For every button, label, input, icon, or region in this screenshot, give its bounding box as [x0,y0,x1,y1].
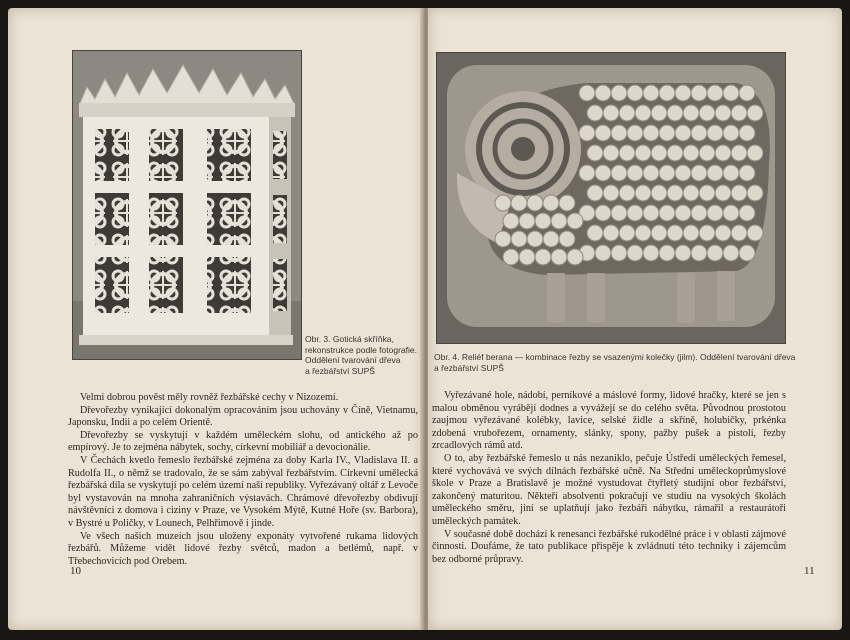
wool-disc [699,185,715,201]
figure-4-caption [434,352,814,373]
wool-disc [495,195,511,211]
figure-3-caption [305,334,423,376]
wool-disc [723,205,739,221]
wool-disc [595,85,611,101]
wool-disc [635,145,651,161]
wool-disc [707,205,723,221]
wool-disc [683,185,699,201]
caption-line: Oddělení tvarování dřeva [305,355,401,365]
wool-disc [619,145,635,161]
wool-disc [659,125,675,141]
wool-disc [699,105,715,121]
wool-disc [715,105,731,121]
wool-disc [595,245,611,261]
wool-disc [683,225,699,241]
wool-disc [675,245,691,261]
wool-disc [739,165,755,181]
wool-disc [603,105,619,121]
wool-disc [535,213,551,229]
wool-disc [675,85,691,101]
wool-disc [659,245,675,261]
wool-disc [659,165,675,181]
wool-disc [699,225,715,241]
wool-disc [723,165,739,181]
wool-disc [715,185,731,201]
wool-disc [611,165,627,181]
wool-disc [519,249,535,265]
wool-disc [643,85,659,101]
paragraph: O to, aby řezbářské řemeslo u nás nezaniklo, pečuje Ústředí uměleckých řemesel, které vychovává ve svých dílnách řezbářské učně. Na Střední uměleckoprůmyslové škole v Praze a Bratislavě je možné vystudovat čtyřletý studijní obor řezbářství, zakončený maturitou. Někteří absolventi pokračují ve studiu na vysokých školách uměleckého směru, jiní se uplatňují jako řezbáři nábytku, rámařil a restaurátoři uměleckých památek. [432,452,786,527]
ram-relief-photo [436,52,786,344]
wool-disc [747,225,763,241]
wool-disc [739,245,755,261]
wool-disc [651,105,667,121]
wool-disc [627,85,643,101]
wool-disc [603,185,619,201]
right-body-text [432,390,786,566]
wool-disc [739,125,755,141]
wool-disc [675,165,691,181]
wool-disc [643,245,659,261]
wool-disc [627,205,643,221]
wool-disc [643,165,659,181]
gothic-cabinet-illustration [73,51,301,359]
wool-disc [707,245,723,261]
wool-disc [543,231,559,247]
wool-disc [595,125,611,141]
paragraph: Vyřezávané hole, nádobí, perníkové a máslové formy, lidové hračky, které se jen s malou obměnou vyrábějí dodnes a vyvážejí se do celého světa. Původnou prostotou zaujmou vyřezávané kolébky, lavice, selské židle a skříně, holubičky, prkénka zdobená vrubořezem, ornamenty, slánky, spony, pažby pušek a pistolí, řezby zrcadlových rámů atd. [432,390,786,452]
wool-disc [559,231,575,247]
page-number-right: 11 [804,565,815,577]
wool-disc [691,245,707,261]
wool-disc [707,85,723,101]
wool-disc [723,125,739,141]
wool-disc [651,185,667,201]
wool-disc [567,249,583,265]
wool-disc [731,185,747,201]
wool-disc [579,165,595,181]
wool-disc [635,225,651,241]
wool-disc [691,85,707,101]
paragraph: Dřevořezby vynikající dokonalým opracováním jsou uchovány v Číně, Vietnamu, Japonsku, Indii a po celém Orientě. [68,404,418,429]
wool-disc [543,195,559,211]
wool-disc [739,205,755,221]
wool-disc [643,205,659,221]
paragraph: Dřevořezby se vyskytují v každém uměleckém slohu, od antického až po empírový. Je to zejména nábytek, sochy, církevní mobiliář a devocionálie. [68,429,418,454]
wool-disc [699,145,715,161]
wool-disc [723,245,739,261]
wool-disc [519,213,535,229]
caption-line: rekonstrukce podle fotografie. [305,344,417,355]
ram-relief-illustration [437,53,785,343]
wool-disc [595,165,611,181]
wool-disc [527,195,543,211]
wool-disc [635,105,651,121]
wool-disc [495,231,511,247]
page-number-left: 10 [70,565,81,577]
wool-disc [691,165,707,181]
paragraph: Velmi dobrou pověst měly rovněž řezbářské cechy v Nizozemí. [80,392,339,403]
wool-disc [603,145,619,161]
wool-disc [651,145,667,161]
wool-disc [643,125,659,141]
wool-disc [511,231,527,247]
wool-disc [635,185,651,201]
wool-disc [587,225,603,241]
caption-line: a řezbářství SUPŠ [434,362,504,373]
wool-disc [611,245,627,261]
wool-disc [619,225,635,241]
wool-disc [667,185,683,201]
wool-disc [611,125,627,141]
caption-line: Obr. 4. Reliéf berana — kombinace řezby se vsazenými kolečky (jilm). Oddělení tvarování dřeva [434,352,796,362]
wool-disc [747,185,763,201]
wool-disc [667,225,683,241]
wool-disc [659,85,675,101]
wool-disc [707,165,723,181]
wool-disc [611,205,627,221]
wool-disc [739,85,755,101]
wool-disc [611,85,627,101]
wool-disc [587,105,603,121]
wool-disc [747,145,763,161]
wool-disc [579,85,595,101]
caption-line: Obr. 3. Gotická skříňka, [305,334,394,344]
wool-disc [551,213,567,229]
wool-disc [707,125,723,141]
wool-disc [723,85,739,101]
paragraph: V Čechách kvetlo řemeslo řezbářské zejména za doby Karla IV., Vladislava II. a Rudolfa II., o němž se tradovalo, že se sám zabýval řezbářstvím. Církevní umělecká řezbářská díla se vyskytují po celém území naší republiky. Vyřezávaný oltář z Levoče byl vystavován na mnoha zahraničních výstavách. Chrámové dřevořezby obdivují návštěvníci z domova i ciziny v Praze, ve Vysokém Mýtě, Kutné Hoře (sv. Barbora), v Bystré u Poličky, v Lounech, Pelhřimově i jinde. [68,454,418,529]
paragraph: V současné době dochází k renesanci řezbářské rukodělné práce i v oblasti zájmové činnosti. Doufáme, že tato publikace přispěje k zvládnutí této techniky i zájemcům bez odborné průpravy. [432,528,786,565]
wool-disc [659,205,675,221]
wool-disc [675,125,691,141]
wool-disc [627,125,643,141]
wool-disc [675,205,691,221]
wool-disc [691,205,707,221]
wool-disc [731,105,747,121]
wool-disc [511,195,527,211]
wool-disc [619,105,635,121]
left-body-text [68,392,418,568]
wool-disc [651,225,667,241]
wool-disc [587,185,603,201]
wool-disc [551,249,567,265]
gothic-cabinet-photo [72,50,302,360]
wool-disc [503,249,519,265]
wool-disc [667,145,683,161]
caption-line: a řezbářství SUPŠ [305,365,375,376]
wool-disc [503,213,519,229]
wool-disc [619,185,635,201]
wool-disc [527,231,543,247]
paragraph: Ve všech našich muzeích jsou uloženy exponáty vytvořené rukama lidových řezbářů. Můžeme vidět lidové řezby světců, madon a betlémů, např. v Třebechovicích pod Orebem. [68,530,418,567]
wool-disc [731,145,747,161]
wool-disc [587,145,603,161]
wool-disc [747,105,763,121]
wool-disc [603,225,619,241]
wool-disc [715,225,731,241]
wool-disc [715,145,731,161]
wool-disc [683,145,699,161]
wool-disc [559,195,575,211]
wool-disc [691,125,707,141]
wool-disc [627,245,643,261]
wool-disc [595,205,611,221]
wool-disc [731,225,747,241]
wool-disc [567,213,583,229]
wool-disc [627,165,643,181]
wool-disc [683,105,699,121]
wool-disc [535,249,551,265]
wool-disc [667,105,683,121]
wool-disc [579,125,595,141]
